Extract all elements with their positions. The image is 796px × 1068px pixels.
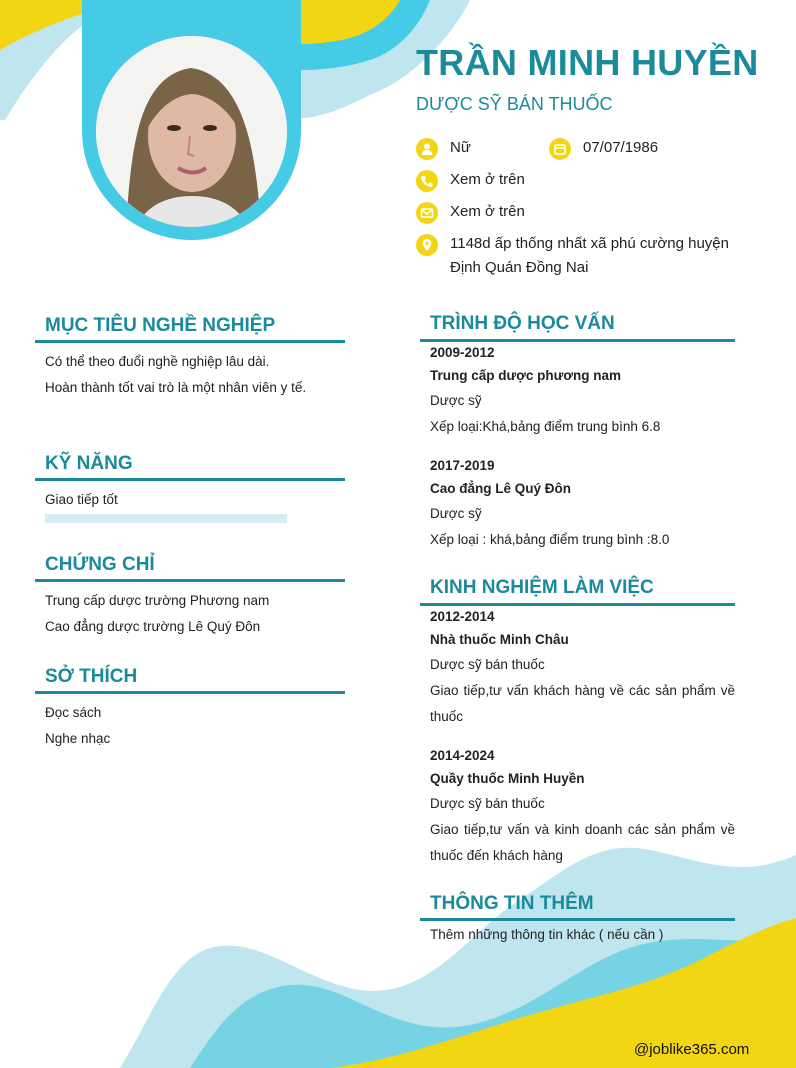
education-school: Trung cấp dược phương nam [430,368,622,383]
mail-icon [416,202,438,224]
certificates-heading: CHỨNG CHỈ [45,554,155,575]
divider [35,579,345,582]
extra-info-heading: THÔNG TIN THÊM [430,893,594,914]
skill-level-bar [45,514,287,523]
divider [420,339,735,342]
divider [35,478,345,481]
gender-value: Nữ [450,139,471,156]
experience-role: Dược sỹ bán thuốc [430,796,545,811]
career-goal-heading: MỤC TIÊU NGHỀ NGHIỆP [45,315,276,336]
location-icon [416,234,438,256]
phone-row [416,171,525,192]
education-period: 2017-2019 [430,458,495,473]
experience-heading: KINH NGHIỆM LÀM VIỆC [430,577,654,598]
certificate-item: Cao đẳng dược trường Lê Quý Đôn [45,619,261,634]
skills-heading: KỸ NĂNG [45,453,133,474]
certificate-item: Trung cấp dược trường Phương nam [45,593,270,608]
hobby-item: Nghe nhạc [45,731,111,746]
phone-icon [416,170,438,192]
birthdate-row [549,139,658,160]
experience-role: Dược sỹ bán thuốc [430,657,545,672]
calendar-icon [549,138,571,160]
career-goal-line: Có thể theo đuổi nghề nghiệp lâu dài. [45,354,270,369]
skill-name: Giao tiếp tốt [45,492,118,507]
email-value: Xem ở trên [450,203,525,220]
address-row [416,235,756,280]
experience-detail: Giao tiếp,tư vấn khách hàng về các sản phẩm về thuốc [430,683,735,724]
experience-detail: Giao tiếp,tư vấn và kinh doanh các sản phẩm về thuốc đến khách hàng [430,822,735,863]
education-detail: Xếp loại:Khá,bảng điểm trung bình 6.8 [430,419,661,434]
experience-period: 2014-2024 [430,748,495,763]
experience-period: 2012-2014 [430,609,495,624]
education-school: Cao đẳng Lê Quý Đôn [430,481,572,496]
job-title: DƯỢC SỸ BÁN THUỐC [416,94,613,114]
birthdate-value: 07/07/1986 [583,139,659,156]
hobbies-heading: SỞ THÍCH [45,666,138,687]
extra-info-text: Thêm những thông tin khác ( nếu cần ) [430,927,664,942]
divider [420,603,735,606]
education-detail: Xếp loại : khá,bảng điểm trung bình :8.0 [430,532,670,547]
phone-value: Xem ở trên [450,171,525,188]
education-major: Dược sỹ [430,506,482,521]
gender-row [416,139,471,160]
candidate-name: TRẦN MINH HUYỀN [416,42,759,83]
experience-company: Quầy thuốc Minh Huyền [430,771,585,786]
hobby-item: Đọc sách [45,705,102,720]
address-value: 1148d ấp thống nhất xã phú cường huyện Định Quán Đồng Nai [450,235,729,276]
experience-company: Nhà thuốc Minh Châu [430,632,569,647]
profile-photo [96,36,287,227]
divider [35,691,345,694]
email-row [416,203,525,224]
divider [420,918,735,921]
user-icon [416,138,438,160]
career-goal-line: Hoàn thành tốt vai trò là một nhân viên y tế. [45,380,307,395]
watermark: @joblike365.com [634,1041,750,1058]
education-major: Dược sỹ [430,393,482,408]
education-period: 2009-2012 [430,345,495,360]
education-heading: TRÌNH ĐỘ HỌC VẤN [430,313,615,334]
divider [35,340,345,343]
